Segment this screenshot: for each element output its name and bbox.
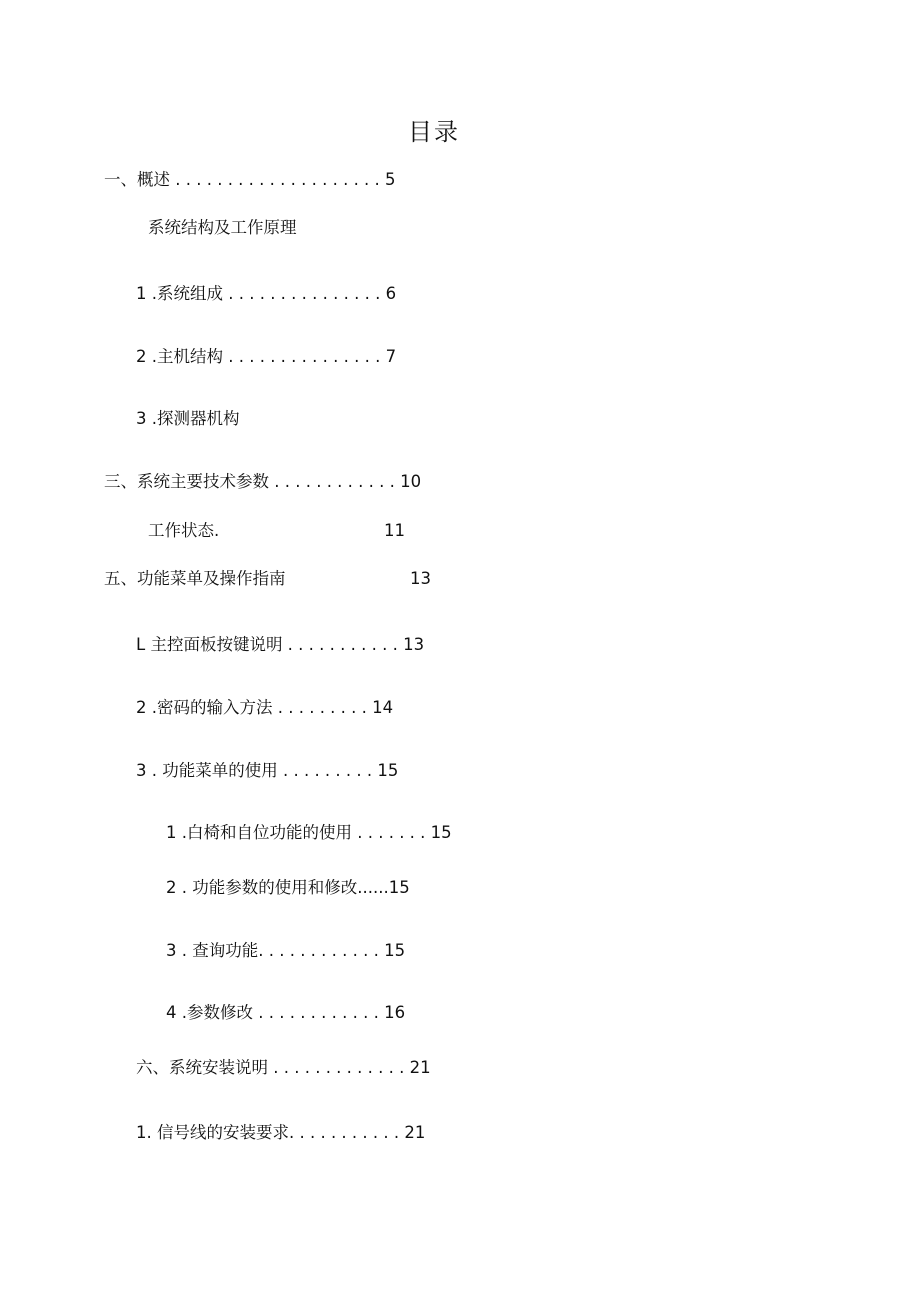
toc-entry-tech-params: 三、系统主要技术参数 . . . . . . . . . . . . 10 xyxy=(104,472,422,491)
toc-entry-query-function: 3 . 查询功能. . . . . . . . . . . . 15 xyxy=(166,941,406,960)
toc-entry-password-input: 2 .密码的输入方法 . . . . . . . . . 14 xyxy=(136,698,394,717)
page-title: 目录 xyxy=(408,118,460,146)
toc-entry-detector-mechanism: 3 .探测器机构 xyxy=(136,409,240,428)
toc-page-work-status: 11 xyxy=(384,521,405,540)
toc-entry-host-structure: 2 .主机结构 . . . . . . . . . . . . . . . 7 xyxy=(136,347,397,366)
toc-entry-system-structure: 系统结构及工作原理 xyxy=(148,218,297,237)
toc-entry-overview: 一、概述 . . . . . . . . . . . . . . . . . . . . 5 xyxy=(104,170,396,189)
toc-entry-menu-usage: 3 . 功能菜单的使用 . . . . . . . . . 15 xyxy=(136,761,399,780)
toc-entry-self-position: 1 .白椅和自位功能的使用 . . . . . . . 15 xyxy=(166,823,452,842)
toc-entry-param-modify-usage: 2 . 功能参数的使用和修改......15 xyxy=(166,878,410,897)
toc-entry-function-menu: 五、功能菜单及操作指南 xyxy=(104,569,286,588)
toc-entry-work-status: 工作状态. xyxy=(148,521,220,540)
toc-entry-panel-keys: L 主控面板按键说明 . . . . . . . . . . . 13 xyxy=(136,635,425,654)
toc-entry-param-modify: 4 .参数修改 . . . . . . . . . . . . 16 xyxy=(166,1003,406,1022)
toc-page-function-menu: 13 xyxy=(410,569,431,588)
toc-entry-signal-wire: 1. 信号线的安装要求. . . . . . . . . . . 21 xyxy=(136,1123,426,1142)
toc-entry-installation: 六、系统安装说明 . . . . . . . . . . . . . 21 xyxy=(136,1058,431,1077)
toc-entry-system-composition: 1 .系统组成 . . . . . . . . . . . . . . . 6 xyxy=(136,284,397,303)
